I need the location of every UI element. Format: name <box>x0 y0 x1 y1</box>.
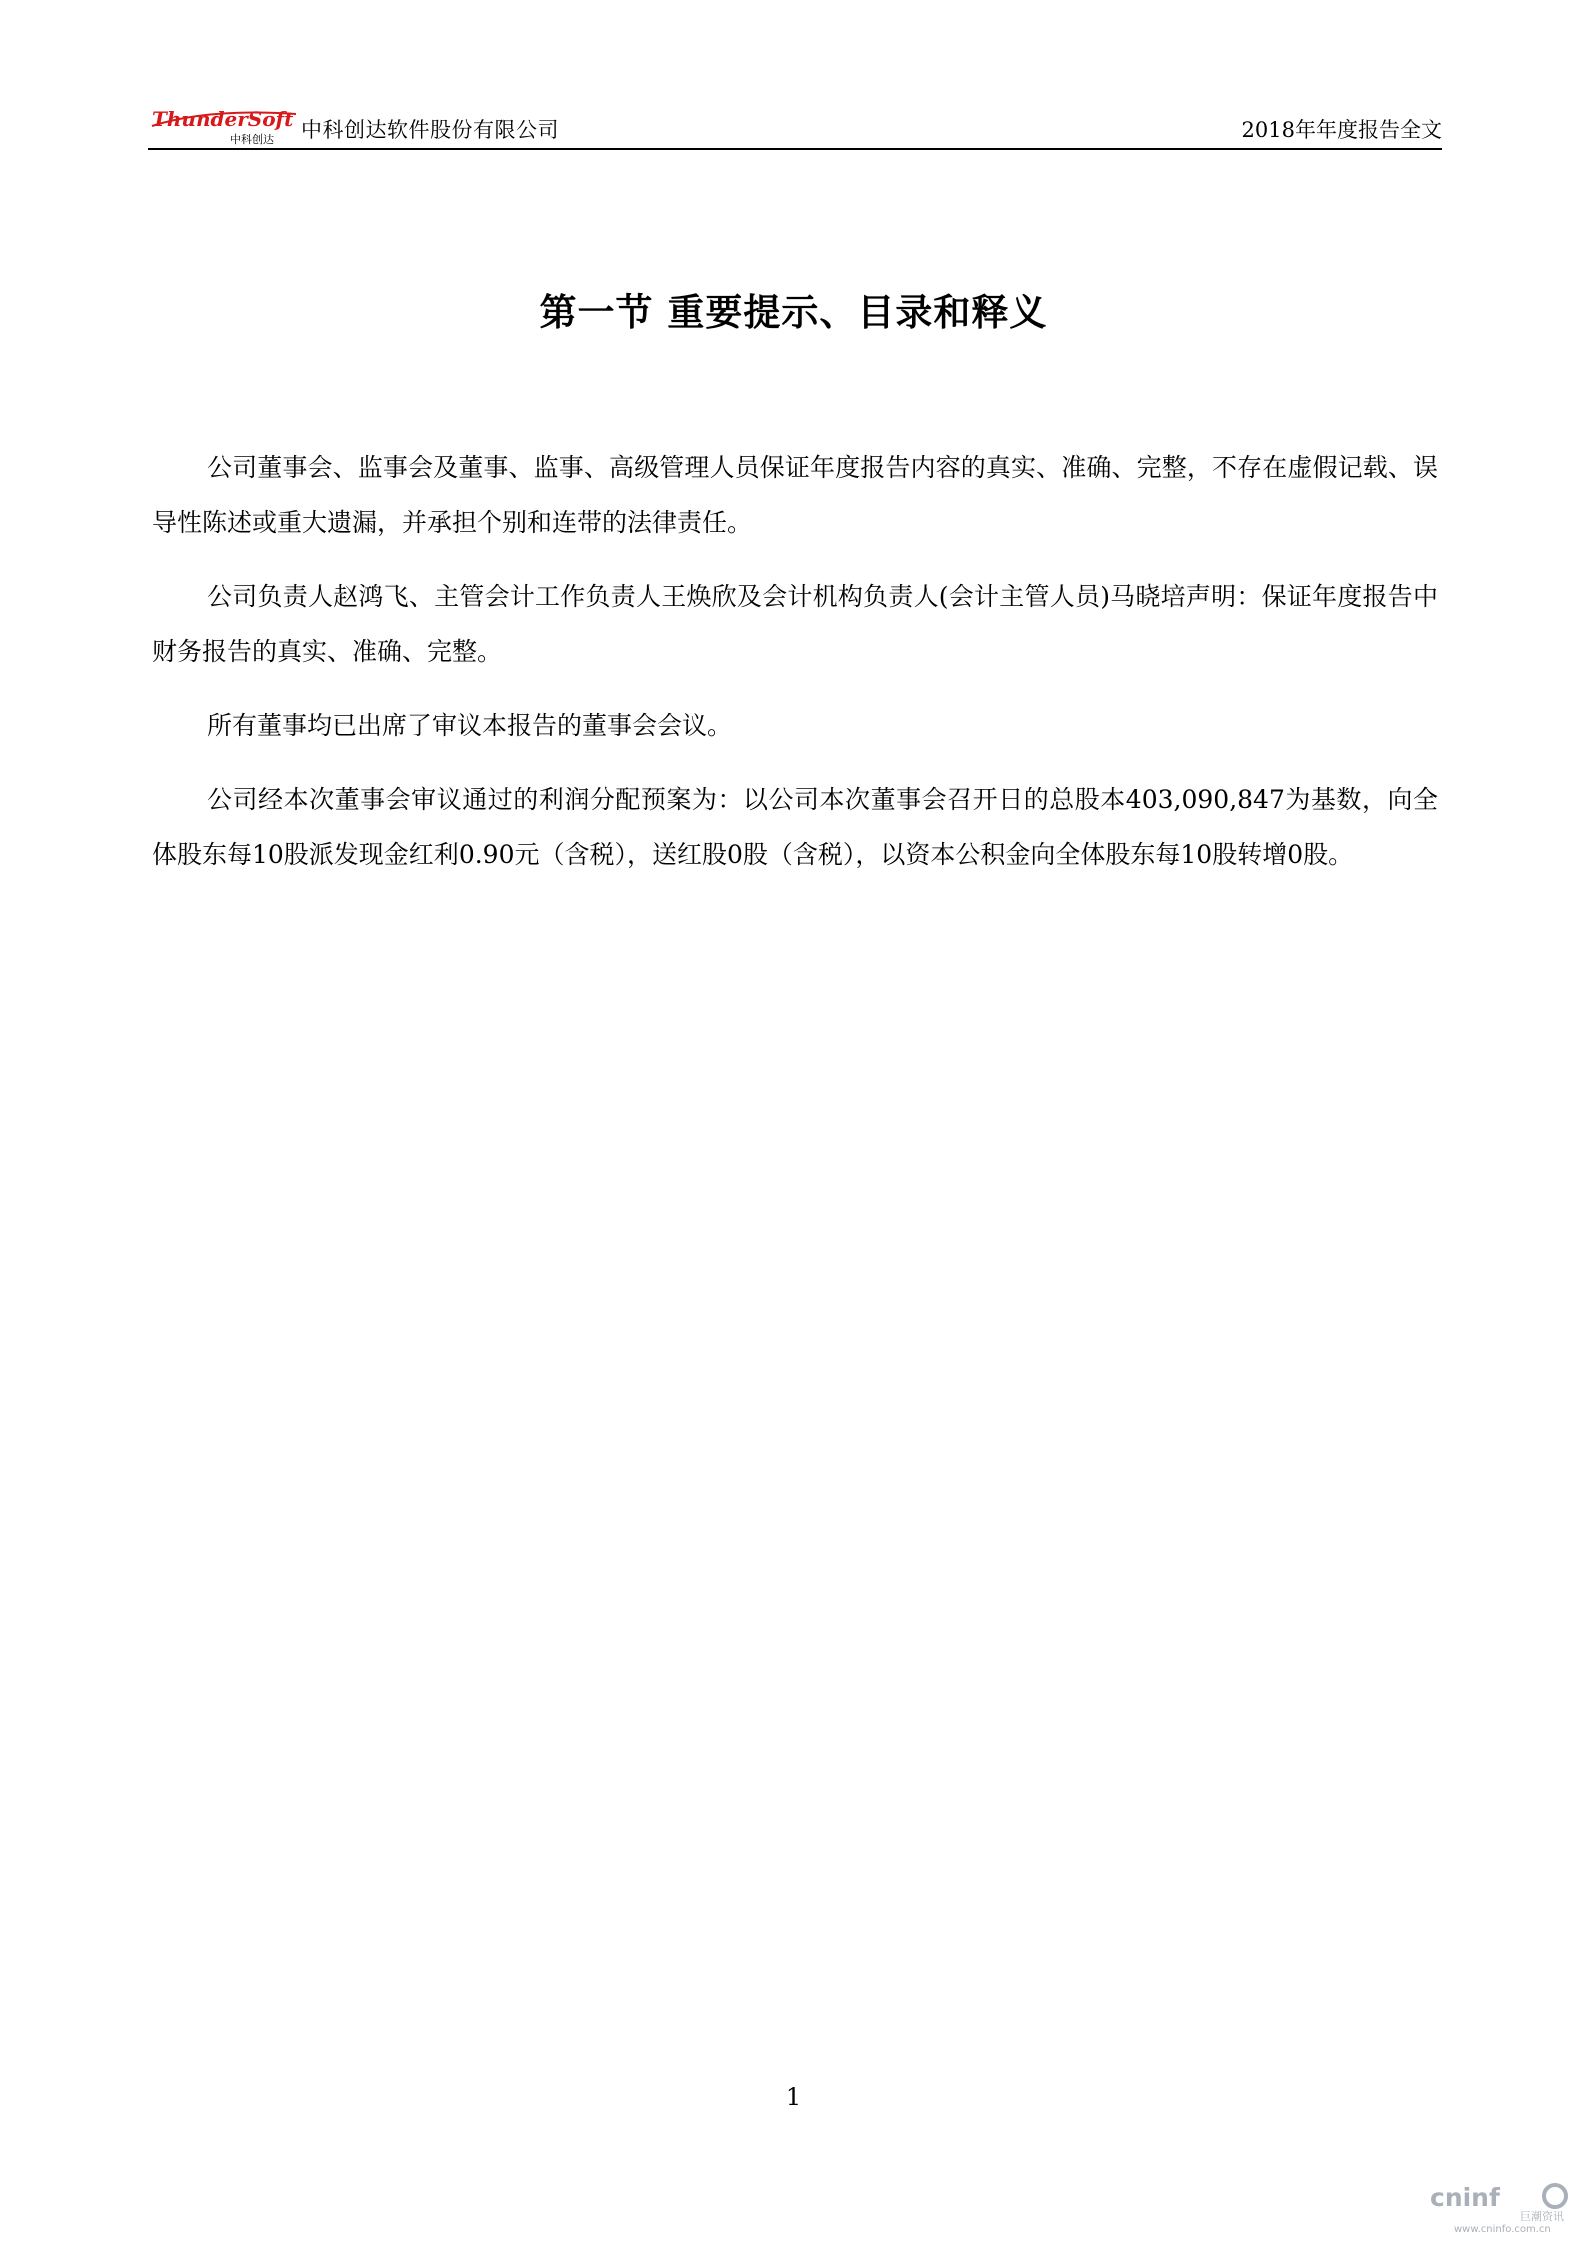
logo-text: ThunderSoft <box>152 107 294 131</box>
page-header <box>148 102 1442 150</box>
watermark-swirl-icon <box>1544 2185 1566 2207</box>
company-name: 中科创达软件股份有限公司 <box>301 118 559 142</box>
watermark-brand: cninf <box>1430 2183 1500 2212</box>
paragraph-board-guarantee: 公司董事会、监事会及董事、监事、高级管理人员保证年度报告内容的真实、准确、完整，不存在虚假记载、误导性陈述或重大遗漏，并承担个别和连带的法律责任。 <box>152 453 1438 537</box>
cninfo-watermark-logo <box>1424 2178 1572 2234</box>
logo-subtext: 中科创达 <box>230 133 274 146</box>
page-number: 1 <box>785 2083 802 2111</box>
watermark-chinese: 巨潮资讯 <box>1520 2210 1564 2223</box>
paragraph-responsible-persons: 公司负责人赵鸿飞、主管会计工作负责人王焕欣及会计机构负责人(会计主管人员)马晓培声明：保证年度报告中财务报告的真实、准确、完整。 <box>152 582 1438 666</box>
watermark-url: www.cninfo.com.cn <box>1454 2224 1551 2234</box>
thundersoft-logo <box>148 104 298 146</box>
document-body <box>152 440 1438 901</box>
section-title: 第一节 重要提示、目录和释义 <box>539 291 1048 334</box>
report-title: 2018年年度报告全文 <box>1241 118 1442 142</box>
paragraph-attendance: 所有董事均已出席了审议本报告的董事会会议。 <box>207 711 733 740</box>
paragraph-profit-distribution: 公司经本次董事会审议通过的利润分配预案为：以公司本次董事会召开日的总股本403,090,847为基数，向全体股东每10股派发现金红利0.90元（含税），送红股0股（含税），以资本公积金向全体股东每10股转增0股。 <box>152 785 1438 869</box>
